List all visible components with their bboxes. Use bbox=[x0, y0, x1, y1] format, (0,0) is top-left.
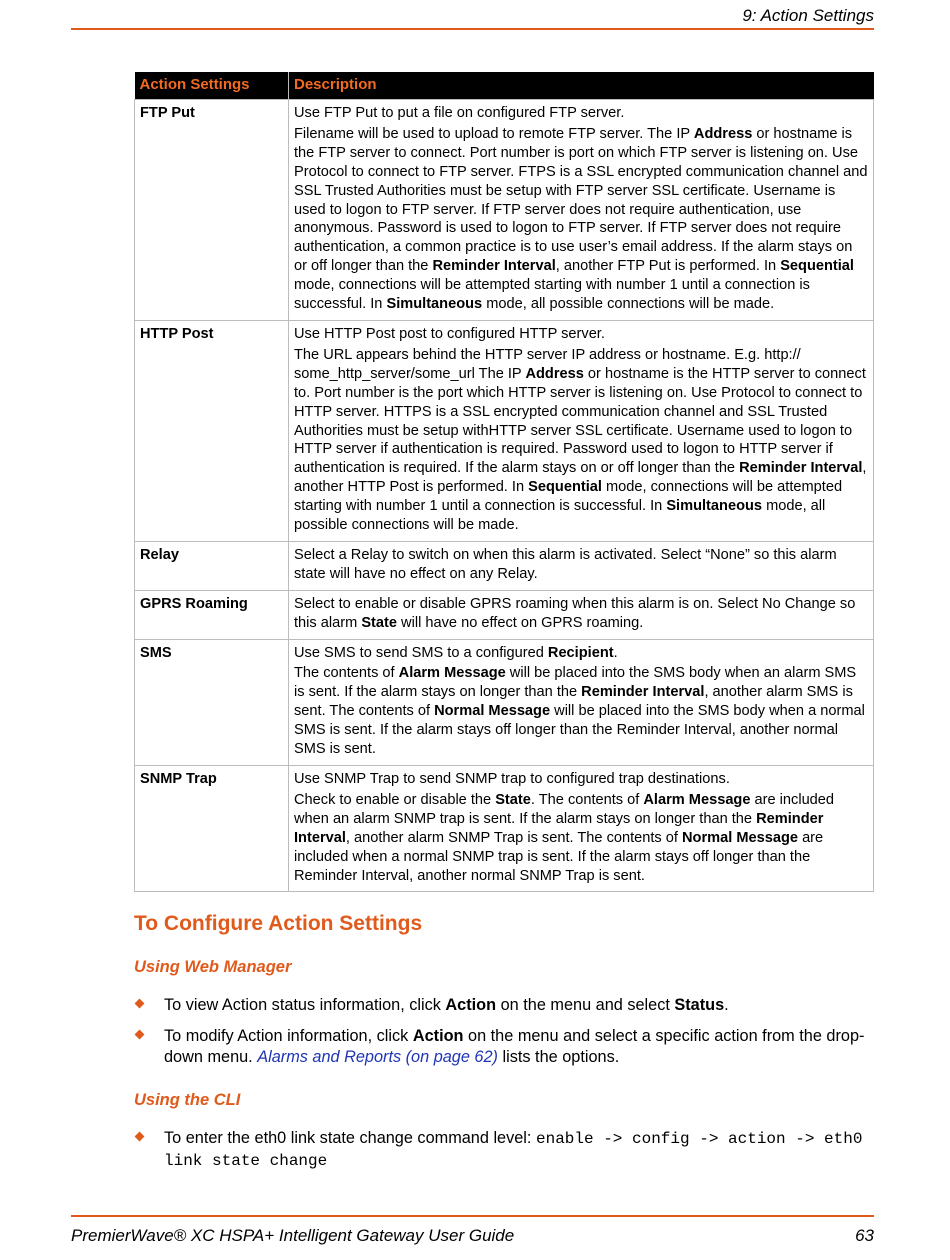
cross-reference-link[interactable]: Alarms and Reports (on page 62) bbox=[257, 1048, 498, 1066]
text-run: or hostname is the FTP server to connect. Port number is port on which FTP server is listening on. Use Protocol to connect to FTP server. FTPS is a SSL encrypted communication channel and SSL Trusted Authorities must be setup with FTP server SSL certificate. Username is used to logon to FTP server. If FTP server does not require authentication, use anonymous. Password is used to logon to FTP server. If FTP server does not require authentication, a common practice is to use user’s email address. If the alarm stays on or off longer than the bbox=[294, 125, 868, 275]
text-run: or hostname is the HTTP server to connect to. Port number is the port which HTTP server is listening on. Use Protocol to connect to HTTP server. HTTPS is a SSL encrypted communication channel and SSL Trusted Authorities must be setup withHTTP server SSL certificate. Username used to logon to HTTP server if authentication is required. Password used to logon to HTTP server if authentication is required. If the alarm stays on or off longer than the bbox=[294, 365, 866, 477]
description-paragraph bbox=[294, 125, 868, 314]
setting-name-cell: SMS bbox=[135, 639, 289, 765]
section-title: To Configure Action Settings bbox=[134, 912, 423, 935]
text-run: are included when an alarm SNMP trap is sent. If the alarm stays on longer than the bbox=[294, 791, 835, 827]
bold-term: Reminder Interval bbox=[294, 810, 824, 846]
setting-description-cell bbox=[289, 100, 874, 321]
description-paragraph bbox=[294, 770, 868, 789]
text-run: To enter the eth0 link state change command level: bbox=[164, 1129, 536, 1147]
text-run: lists the options. bbox=[497, 1048, 620, 1066]
description-paragraph bbox=[294, 346, 868, 535]
description-paragraph bbox=[294, 791, 868, 886]
text-run: Use HTTP Post post to configured HTTP server. bbox=[294, 325, 605, 342]
description-paragraph bbox=[294, 325, 868, 344]
setting-description-cell bbox=[289, 639, 874, 765]
chapter-header: 9: Action Settings bbox=[742, 6, 874, 25]
bold-term: Sequential bbox=[780, 258, 854, 275]
text-run: mode, connections will be attempted starting with number 1 until a connection is successful. In bbox=[294, 479, 843, 515]
description-paragraph bbox=[294, 104, 868, 123]
bold-term: Simultaneous bbox=[666, 498, 763, 515]
subheading-cli: Using the CLI bbox=[134, 1091, 241, 1109]
setting-description-cell bbox=[289, 590, 874, 639]
setting-description-cell bbox=[289, 320, 874, 541]
diamond-bullet-icon bbox=[135, 999, 145, 1009]
bold-term: Status bbox=[674, 996, 725, 1014]
bold-term: Alarm Message bbox=[398, 665, 506, 682]
subheading-web-manager: Using Web Manager bbox=[134, 958, 292, 976]
text-run: , another alarm SNMP Trap is sent. The contents of bbox=[345, 829, 683, 846]
text-run: . The contents of bbox=[530, 791, 644, 808]
text-run: , another HTTP Post is performed. In bbox=[294, 460, 867, 496]
bold-term: Reminder Interval bbox=[581, 684, 705, 701]
cli-command-text: enable -> config -> action -> eth0 link state change bbox=[164, 1130, 863, 1170]
table-row bbox=[135, 100, 874, 321]
text-run: To modify Action information, click bbox=[164, 1027, 413, 1045]
footer-title: PremierWave® XC HSPA+ Intelligent Gateway User Guide bbox=[71, 1226, 515, 1245]
text-run: will have no effect on GPRS roaming. bbox=[397, 614, 644, 631]
text-run: Select to enable or disable GPRS roaming when this alarm is on. Select No Change so this alarm bbox=[294, 595, 856, 631]
table-row bbox=[135, 320, 874, 541]
bold-term: Recipient bbox=[547, 644, 614, 661]
text-run: mode, all possible connections will be made. bbox=[294, 498, 826, 534]
setting-name-cell: SNMP Trap bbox=[135, 766, 289, 892]
text-run: Filename will be used to upload to remote FTP server. The IP bbox=[294, 125, 694, 142]
text-run: Use FTP Put to put a file on configured FTP server. bbox=[294, 105, 625, 121]
footer-rule bbox=[71, 1215, 874, 1217]
text-run: on the menu and select a specific action from the drop-down menu. bbox=[164, 1027, 865, 1066]
table-row bbox=[135, 590, 874, 639]
setting-name-cell: GPRS Roaming bbox=[135, 590, 289, 639]
bold-term: Normal Message bbox=[682, 829, 799, 846]
setting-description-cell bbox=[289, 541, 874, 590]
text-run: Check to enable or disable the bbox=[294, 791, 496, 808]
text-run: mode, all possible connections will be made. bbox=[482, 296, 775, 313]
description-paragraph bbox=[294, 595, 868, 633]
text-run: will be placed into the SMS body when a normal SMS is sent. If the alarm stays off longer than the Reminder Interval, another normal SMS is sent. bbox=[294, 703, 865, 758]
column-header-action-settings: Action Settings bbox=[135, 72, 289, 100]
text-run: . bbox=[613, 644, 618, 661]
table-header-row bbox=[135, 72, 874, 100]
header-rule bbox=[71, 28, 874, 30]
bold-term: Address bbox=[525, 365, 584, 382]
text-run: Use SMS to send SMS to a configured bbox=[294, 644, 548, 661]
setting-name-cell: FTP Put bbox=[135, 100, 289, 321]
bold-term: Reminder Interval bbox=[432, 258, 556, 275]
bold-term: Alarm Message bbox=[643, 791, 751, 808]
bold-term: Address bbox=[693, 125, 753, 142]
bold-term: Simultaneous bbox=[386, 296, 483, 313]
bold-term: Sequential bbox=[528, 479, 602, 496]
bullet-item bbox=[134, 995, 874, 1016]
cli-bullet-list bbox=[134, 1128, 874, 1182]
bold-term: Action bbox=[445, 996, 497, 1014]
setting-name-cell: HTTP Post bbox=[135, 320, 289, 541]
bullet-item bbox=[134, 1026, 874, 1068]
text-run: on the menu and select bbox=[496, 996, 675, 1014]
text-run: mode, connections will be attempted starting with number 1 until a connection is successful. In bbox=[294, 277, 810, 313]
diamond-bullet-icon bbox=[135, 1030, 145, 1040]
text-run: The contents of bbox=[294, 665, 399, 682]
bold-term: Action bbox=[412, 1027, 464, 1045]
table-row bbox=[135, 541, 874, 590]
text-run: The URL appears behind the HTTP server IP address or hostname. E.g. http:// some_http_server/some_url The IP bbox=[294, 346, 801, 382]
text-run: . bbox=[724, 996, 729, 1014]
text-run: To view Action status information, click bbox=[164, 996, 446, 1014]
table-row bbox=[135, 639, 874, 765]
table-row bbox=[135, 766, 874, 892]
setting-name-cell: Relay bbox=[135, 541, 289, 590]
diamond-bullet-icon bbox=[135, 1132, 145, 1142]
bold-term: Reminder Interval bbox=[739, 460, 863, 477]
bullet-item bbox=[134, 1128, 874, 1172]
bold-term: State bbox=[361, 614, 397, 631]
text-run: , another alarm SMS is sent. The contents of bbox=[294, 684, 853, 720]
text-run: , another FTP Put is performed. In bbox=[555, 258, 781, 275]
text-run: will be placed into the SMS body when an alarm SMS is sent. If the alarm stays on longer than the bbox=[294, 665, 857, 701]
column-header-description: Description bbox=[289, 72, 874, 100]
action-settings-table bbox=[134, 72, 874, 892]
bold-term: State bbox=[495, 791, 531, 808]
setting-description-cell bbox=[289, 766, 874, 892]
description-paragraph bbox=[294, 546, 868, 584]
description-paragraph bbox=[294, 644, 868, 663]
text-run: Select a Relay to switch on when this alarm is activated. Select “None” so this alarm state will have no effect on any Relay. bbox=[294, 546, 837, 582]
text-run: Use SNMP Trap to send SNMP trap to configured trap destinations. bbox=[294, 771, 730, 787]
text-run: are included when a normal SNMP trap is sent. If the alarm stays off longer than the Reminder Interval, another normal SNMP Trap is sent. bbox=[294, 829, 824, 884]
web-manager-bullet-list bbox=[134, 995, 874, 1078]
page-number: 63 bbox=[855, 1226, 874, 1245]
bold-term: Normal Message bbox=[434, 703, 551, 720]
description-paragraph bbox=[294, 664, 868, 759]
